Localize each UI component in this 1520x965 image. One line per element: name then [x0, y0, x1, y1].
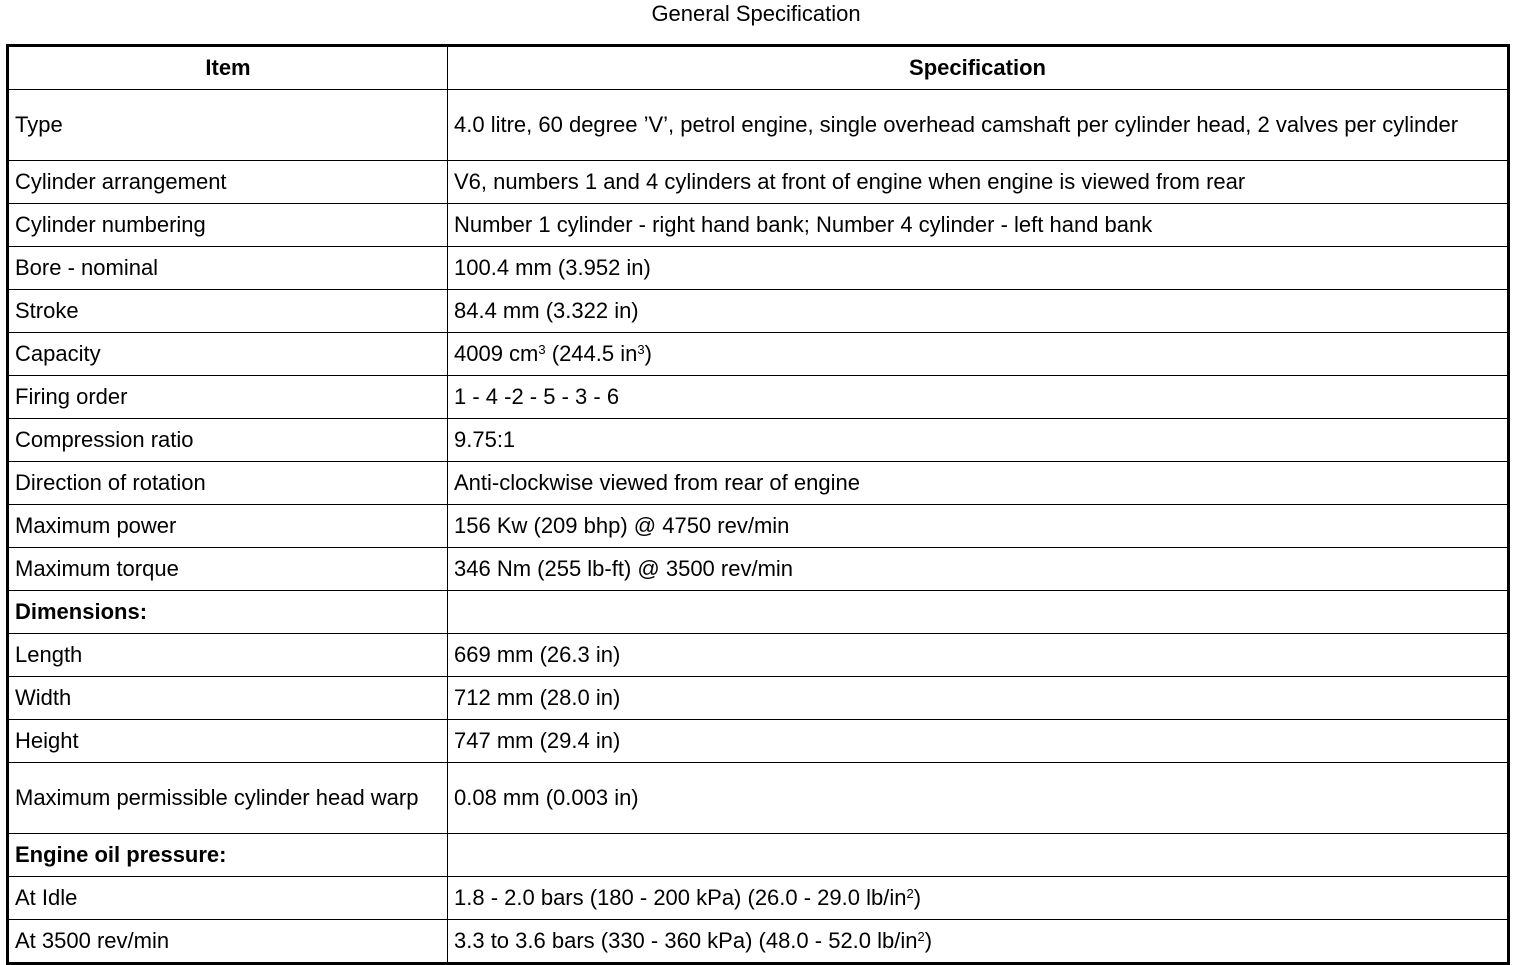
item-cell: At Idle [8, 877, 448, 920]
table-row [8, 677, 1509, 720]
spec-cell: 1 - 4 -2 - 5 - 3 - 6 [448, 376, 1509, 419]
item-cell: Cylinder arrangement [8, 161, 448, 204]
item-cell: At 3500 rev/min [8, 920, 448, 964]
item-cell: Maximum torque [8, 548, 448, 591]
item-cell: Direction of rotation [8, 462, 448, 505]
table-row [8, 204, 1509, 247]
spec-cell: Number 1 cylinder - right hand bank; Number 4 cylinder - left hand bank [448, 204, 1509, 247]
spec-cell: 346 Nm (255 lb-ft) @ 3500 rev/min [448, 548, 1509, 591]
table-row [8, 548, 1509, 591]
section-row [8, 591, 1509, 634]
section-heading: Engine oil pressure: [8, 834, 448, 877]
item-cell: Capacity [8, 333, 448, 376]
item-cell: Maximum permissible cylinder head warp [8, 763, 448, 834]
spec-cell: 747 mm (29.4 in) [448, 720, 1509, 763]
spec-cell [448, 591, 1509, 634]
table-row [8, 376, 1509, 419]
table-row [8, 90, 1509, 161]
column-header-specification: Specification [448, 46, 1509, 90]
table-row [8, 462, 1509, 505]
header-row [8, 46, 1509, 90]
table-row [8, 920, 1509, 964]
item-cell: Bore - nominal [8, 247, 448, 290]
item-cell: Stroke [8, 290, 448, 333]
spec-cell [448, 834, 1509, 877]
spec-cell: 156 Kw (209 bhp) @ 4750 rev/min [448, 505, 1509, 548]
item-cell: Height [8, 720, 448, 763]
spec-cell: 100.4 mm (3.952 in) [448, 247, 1509, 290]
superscript-unit: 3 [538, 342, 546, 357]
superscript-unit: 2 [906, 886, 914, 901]
table-row [8, 505, 1509, 548]
spec-cell: 4009 $cm^3$ (244.5 $in^3$) [448, 333, 1509, 376]
table-row [8, 720, 1509, 763]
item-cell: Firing order [8, 376, 448, 419]
item-cell: Type [8, 90, 448, 161]
table-row [8, 419, 1509, 462]
item-cell: Compression ratio [8, 419, 448, 462]
section-heading: Dimensions: [8, 591, 448, 634]
table-row [8, 161, 1509, 204]
superscript-unit: 3 [637, 342, 645, 357]
item-cell: Width [8, 677, 448, 720]
spec-cell: 4.0 litre, 60 degree ’V’, petrol engine, single overhead camshaft per cylinder head, 2 valves per cylinder [448, 90, 1509, 161]
spec-cell: 669 mm (26.3 in) [448, 634, 1509, 677]
item-cell: Maximum power [8, 505, 448, 548]
table-row [8, 290, 1509, 333]
spec-cell: 3.3 to 3.6 bars (330 - 360 kPa) (48.0 - 52.0 $lb/in^2$) [448, 920, 1509, 964]
spec-cell: 712 mm (28.0 in) [448, 677, 1509, 720]
superscript-unit: 2 [917, 929, 925, 944]
spec-cell: 9.75:1 [448, 419, 1509, 462]
spec-cell: 84.4 mm (3.322 in) [448, 290, 1509, 333]
table-row [8, 877, 1509, 920]
specification-table [6, 44, 1510, 965]
item-cell: Length [8, 634, 448, 677]
spec-cell: 1.8 - 2.0 bars (180 - 200 kPa) (26.0 - 29.0 $lb/in^2$) [448, 877, 1509, 920]
section-row [8, 834, 1509, 877]
table-row [8, 247, 1509, 290]
table-row [8, 634, 1509, 677]
table-row [8, 763, 1509, 834]
table-row [8, 333, 1509, 376]
page-title: General Specification [651, 1, 861, 26]
spec-cell: V6, numbers 1 and 4 cylinders at front of engine when engine is viewed from rear [448, 161, 1509, 204]
item-cell: Cylinder numbering [8, 204, 448, 247]
column-header-item: Item [8, 46, 448, 90]
spec-cell: Anti-clockwise viewed from rear of engine [448, 462, 1509, 505]
spec-cell: 0.08 mm (0.003 in) [448, 763, 1509, 834]
